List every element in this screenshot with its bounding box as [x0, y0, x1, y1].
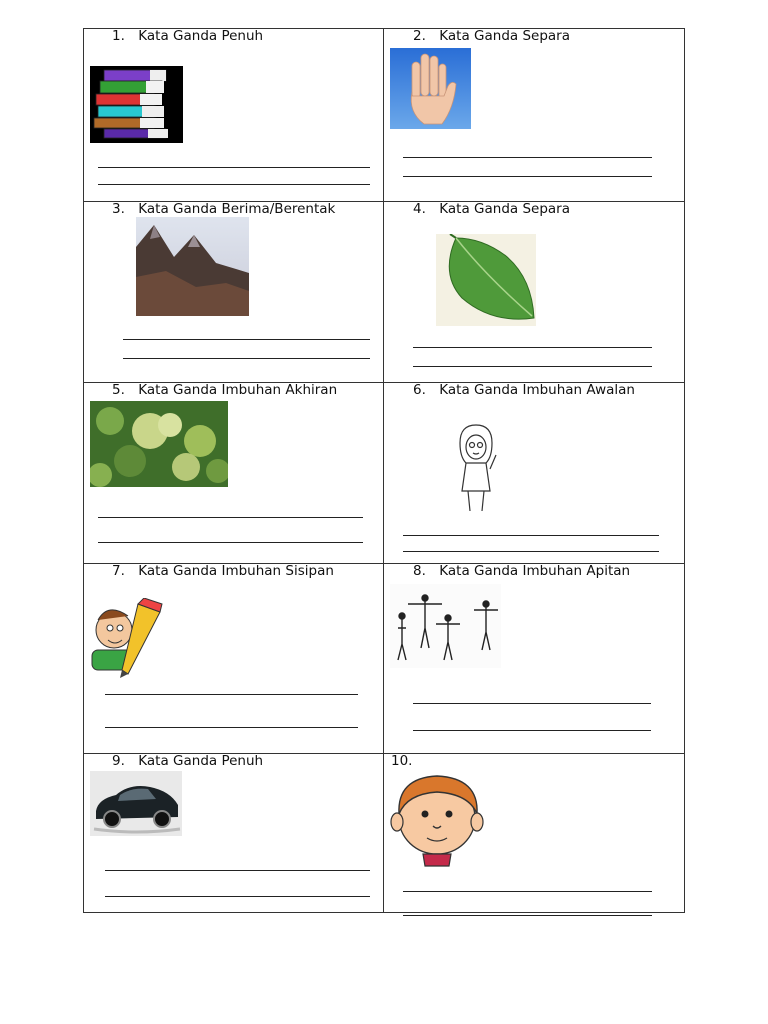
item-10-heading — [391, 753, 412, 769]
item-label: Kata Ganda Penuh — [138, 28, 264, 44]
item-7-heading — [112, 563, 334, 579]
answer-line[interactable] — [403, 176, 652, 177]
item-number: 8. — [413, 563, 426, 579]
item-label: Kata Ganda Imbuhan Awalan — [439, 382, 635, 398]
exercise-figures-icon — [390, 584, 501, 668]
answer-line[interactable] — [413, 730, 651, 731]
answer-line[interactable] — [98, 517, 363, 518]
item-label: Kata Ganda Imbuhan Akhiran — [138, 382, 338, 398]
boy-face-icon — [389, 770, 486, 868]
answer-line[interactable] — [403, 891, 652, 892]
item-number: 4. — [413, 201, 426, 217]
answer-line[interactable] — [105, 896, 370, 897]
car-icon — [90, 771, 182, 836]
item-label: Kata Ganda Imbuhan Sisipan — [138, 563, 334, 579]
answer-line[interactable] — [413, 366, 652, 367]
answer-line[interactable] — [123, 339, 370, 340]
answer-line[interactable] — [98, 542, 363, 543]
answer-line[interactable] — [123, 358, 370, 359]
answer-line[interactable] — [413, 703, 651, 704]
item-label: Kata Ganda Penuh — [138, 753, 264, 769]
column-divider — [383, 28, 384, 913]
item-3-heading — [112, 201, 335, 217]
item-label: Kata Ganda Imbuhan Apitan — [439, 563, 631, 579]
answer-line[interactable] — [105, 694, 358, 695]
girl-thinking-icon — [446, 421, 506, 518]
answer-line[interactable] — [105, 870, 370, 871]
boy-pencil-icon — [88, 598, 164, 678]
leaf-icon — [436, 234, 536, 326]
answer-line[interactable] — [403, 915, 652, 916]
item-number: 2. — [413, 28, 426, 44]
answer-line[interactable] — [403, 157, 652, 158]
item-label: Kata Ganda Berima/Berentak — [138, 201, 336, 217]
mountains-icon — [136, 217, 249, 316]
item-5-heading — [112, 382, 337, 398]
item-9-heading — [112, 753, 263, 769]
item-label: Kata Ganda Separa — [439, 28, 571, 44]
item-number: 5. — [112, 382, 125, 398]
item-8-heading — [413, 563, 630, 579]
item-number: 10. — [391, 753, 413, 769]
item-1-heading — [112, 28, 263, 44]
item-4-heading — [413, 201, 570, 217]
answer-line[interactable] — [403, 551, 659, 552]
item-number: 3. — [112, 201, 125, 217]
item-2-heading — [413, 28, 570, 44]
item-label: Kata Ganda Separa — [439, 201, 571, 217]
answer-line[interactable] — [98, 184, 370, 185]
item-number: 1. — [112, 28, 125, 44]
hand-icon — [390, 48, 471, 129]
books-icon — [90, 66, 183, 143]
answer-line[interactable] — [105, 727, 358, 728]
item-6-heading — [413, 382, 635, 398]
item-number: 9. — [112, 753, 125, 769]
answer-line[interactable] — [98, 167, 370, 168]
plants-icon — [90, 401, 228, 487]
answer-line[interactable] — [413, 347, 652, 348]
answer-line[interactable] — [403, 535, 659, 536]
item-number: 6. — [413, 382, 426, 398]
item-number: 7. — [112, 563, 125, 579]
